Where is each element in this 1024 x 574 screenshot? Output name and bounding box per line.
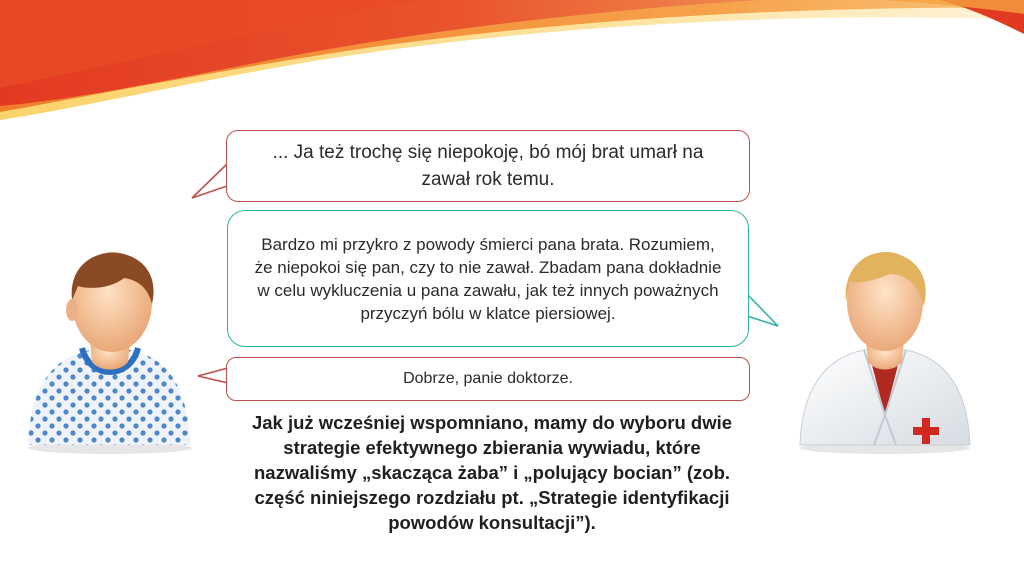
doctor-avatar-icon xyxy=(790,240,980,455)
patient-avatar-icon xyxy=(20,240,200,455)
reply-bubble-tail xyxy=(196,366,230,386)
patient-line: ... Ja też trochę się niepokoję, bó mój brat umarł na zawał rok temu. xyxy=(272,142,704,190)
doctor-bubble-tail xyxy=(746,288,782,330)
doctor-speech-bubble xyxy=(227,210,749,347)
patient-bubble-tail xyxy=(190,160,230,202)
doctor-line: Bardzo mi przykro z powody śmierci pana brata. Rozumiem, że niepokoi się pan, czy to nie zawał. Zbadam pana dokładnie w celu wykluczenia u pana zawału, jak też innych poważnych przyczyń bólu w klatce piersiowej. xyxy=(254,234,722,323)
patient-reply-bubble xyxy=(226,357,750,401)
body-paragraph: Jak już wcześniej wspomniano, mamy do wyboru dwie strategie efektywnego zbierania wywiadu, które nazwaliśmy „skacząca żaba” i „polujący bocian” (zob. część niniejszego rozdziału pt. „Strategie identyfikacji powodów konsultacji”). xyxy=(251,412,733,533)
patient-reply: Dobrze, panie doktorze. xyxy=(403,370,573,387)
patient-speech-bubble xyxy=(226,130,750,202)
header-banner xyxy=(0,0,1024,130)
